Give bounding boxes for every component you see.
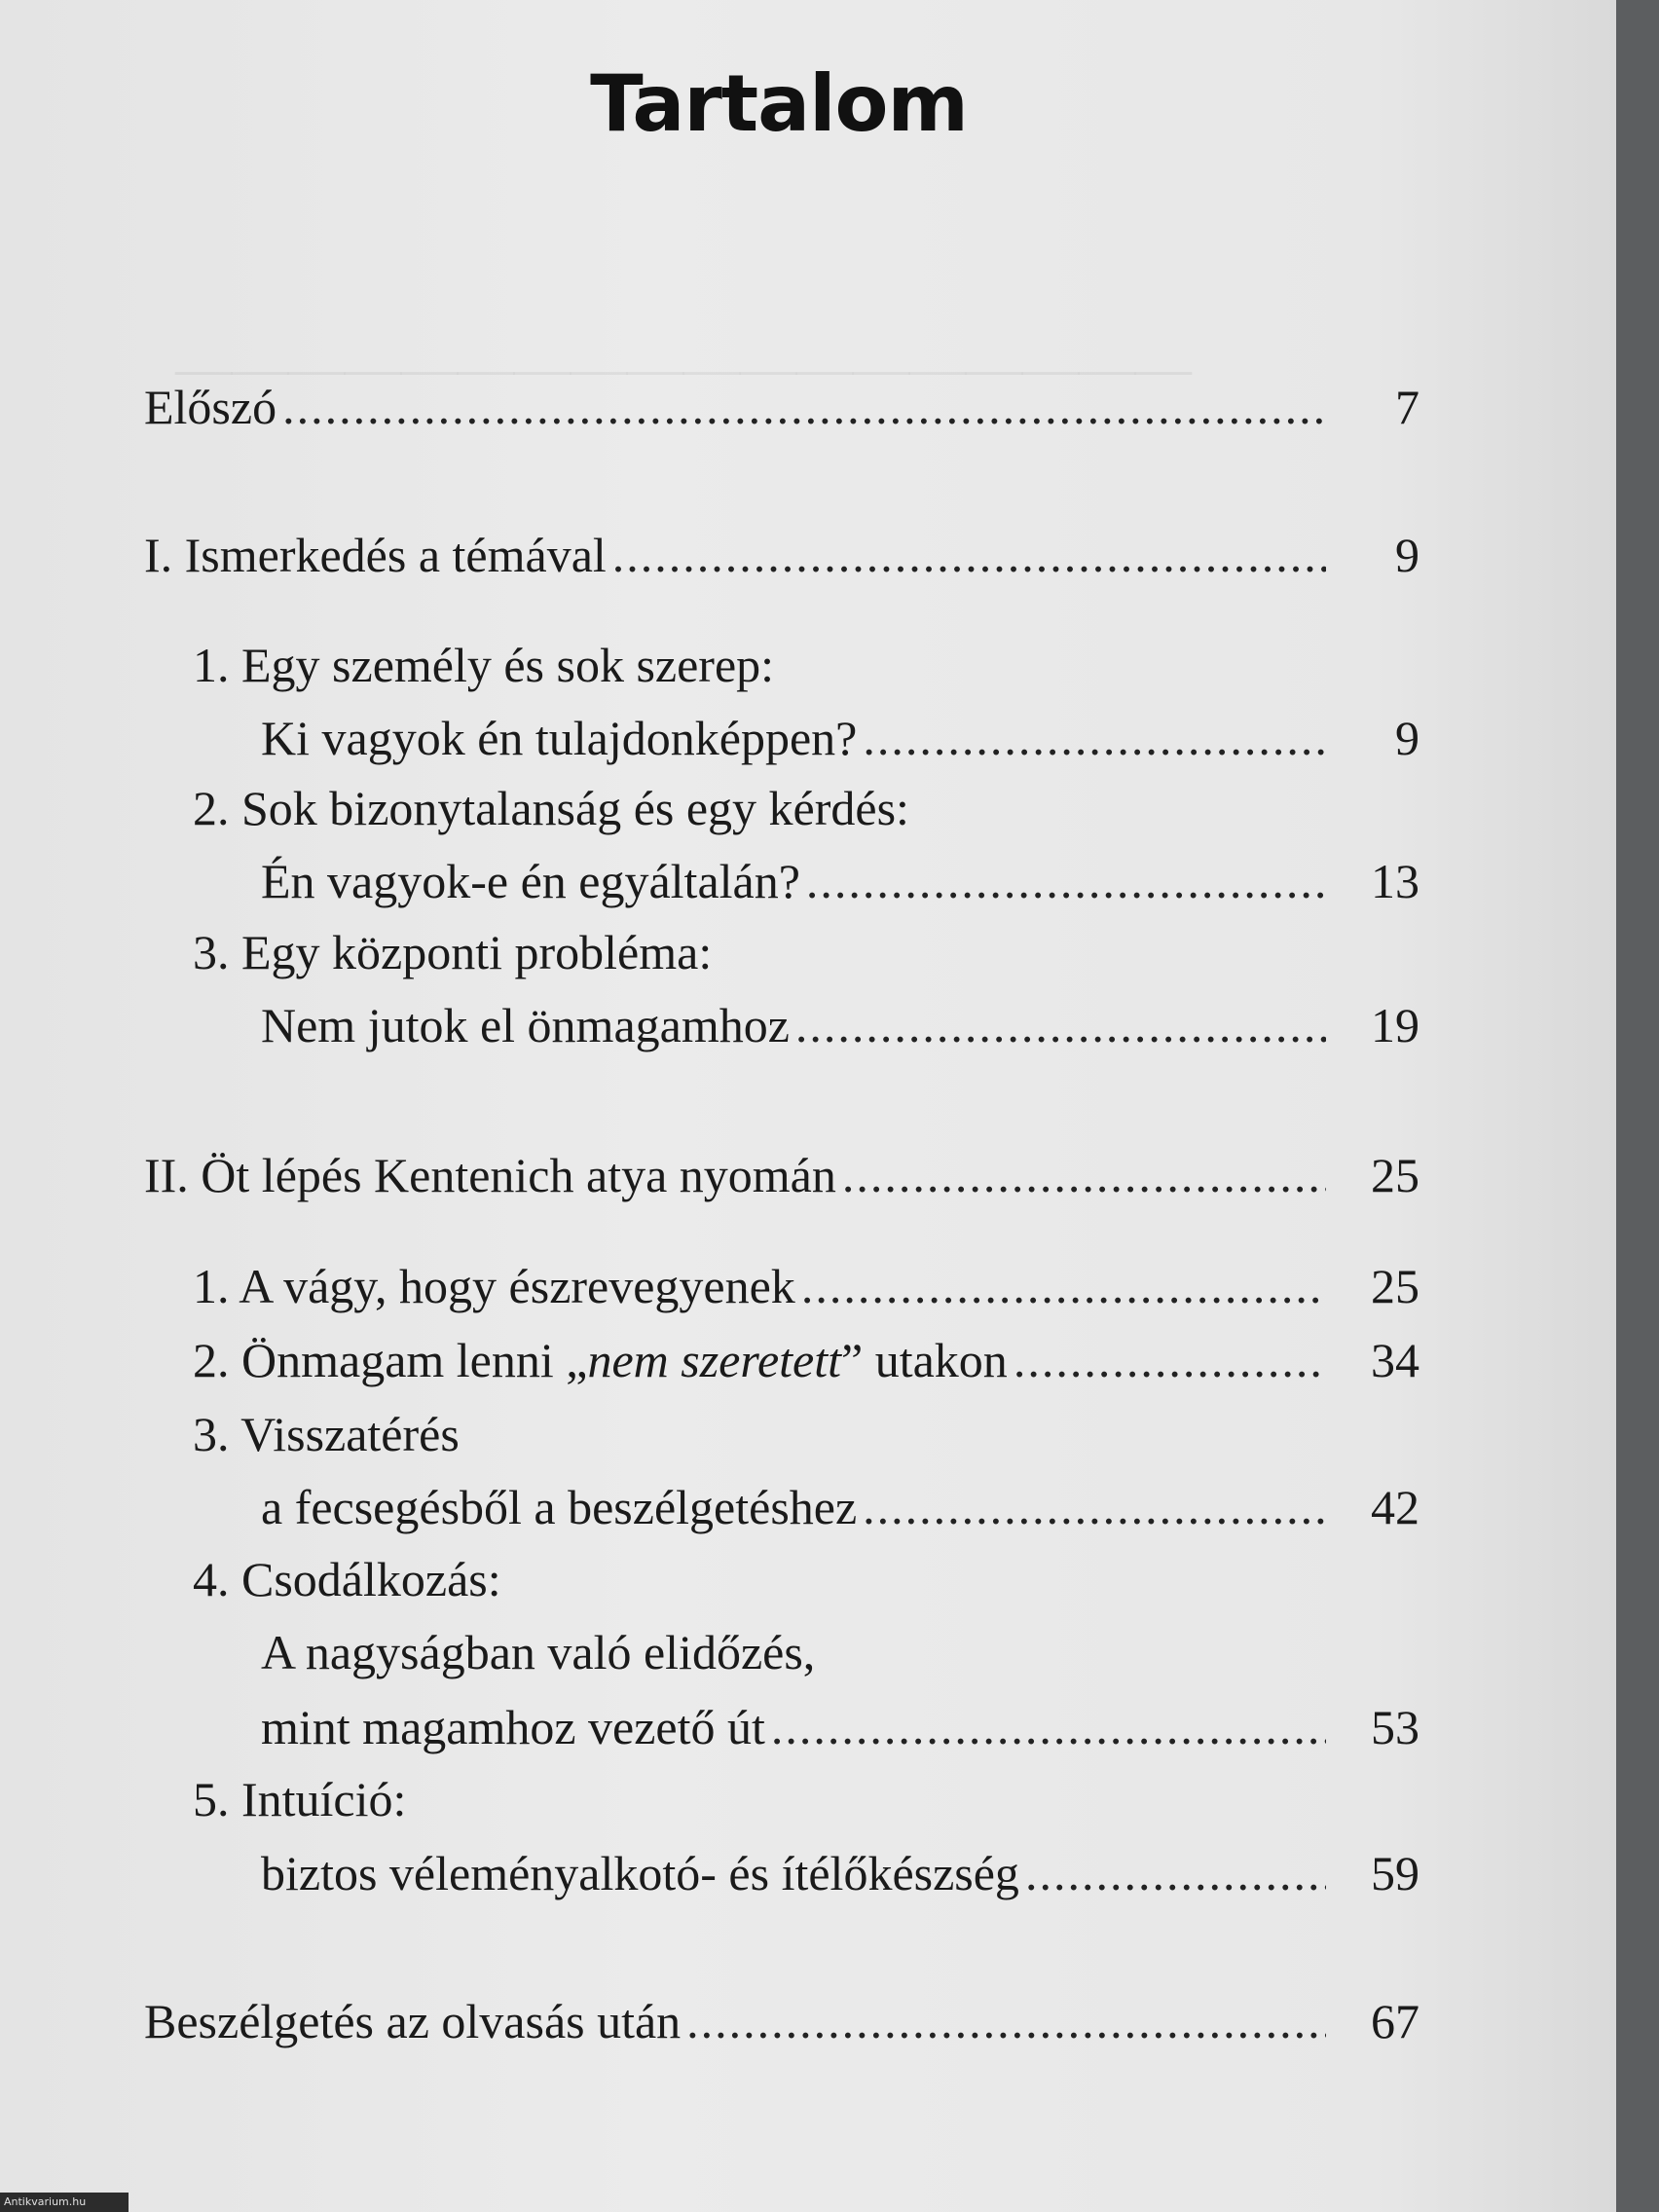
toc-section-2-4 <box>193 1550 1419 1608</box>
toc-leader-dots <box>282 378 1326 436</box>
toc-entry-label: Beszélgetés az olvasás után <box>144 1994 682 2048</box>
toc-section-title: Egy személy és sok szerep: <box>241 638 775 692</box>
toc-leader-dots <box>686 1992 1326 2050</box>
toc-entry-eloszo <box>144 378 1419 436</box>
toc-leader-dots <box>1014 1331 1326 1389</box>
toc-section-2-3-cont <box>261 1478 1419 1536</box>
toc-leader-dots <box>771 1698 1326 1756</box>
toc-leader-dots <box>612 526 1326 584</box>
toc-section-1-2 <box>193 779 1419 837</box>
toc-section-title: Visszatérés <box>240 1407 460 1461</box>
toc-entry-label: Előszó <box>144 380 277 434</box>
toc-section-1-1 <box>193 636 1419 694</box>
toc-section-title: Egy központi probléma: <box>241 925 713 979</box>
toc-page-number: 7 <box>1395 380 1419 434</box>
toc-leader-dots <box>806 852 1326 910</box>
toc-section-2-3 <box>193 1405 1419 1463</box>
toc-section-number: 2. <box>193 1333 230 1387</box>
toc-section-number: 5. <box>193 1772 230 1826</box>
toc-section-number: 4. <box>193 1552 230 1606</box>
toc-section-subtitle: Ki vagyok én tulajdonképpen? <box>261 711 858 765</box>
toc-section-2-4-cont <box>261 1698 1419 1756</box>
toc-leader-dots <box>863 709 1326 767</box>
toc-section-2-1 <box>193 1257 1419 1315</box>
toc-leader-dots <box>1025 1844 1326 1902</box>
page-title: Tartalom <box>590 58 968 149</box>
toc-section-1-3 <box>193 923 1419 981</box>
toc-section-title-post: ” utakon <box>841 1333 1008 1387</box>
toc-section-2-4-line2 <box>261 1623 1419 1681</box>
toc-section-number: 3. <box>193 1407 230 1461</box>
toc-section-1-3-cont <box>261 996 1419 1054</box>
toc-page-number: 13 <box>1371 854 1419 908</box>
toc-section-number: 2. <box>193 781 230 835</box>
toc-page-number: 19 <box>1371 998 1419 1052</box>
toc-section-number: 1. <box>193 1259 230 1313</box>
toc-page-number: 53 <box>1371 1700 1419 1754</box>
bleed-through-text: —————————————————— <box>175 336 1192 399</box>
toc-section-title-italic: nem szeretett <box>587 1333 842 1387</box>
toc-entry-label: I. Ismerkedés a témával <box>144 528 607 582</box>
toc-page-number: 67 <box>1371 1994 1419 2048</box>
toc-section-title: Sok bizonytalanság és egy kérdés: <box>241 781 909 835</box>
toc-section-title-pre: Önmagam lenni „ <box>241 1333 588 1387</box>
toc-page-number: 9 <box>1395 711 1419 765</box>
toc-chapter-2 <box>144 1146 1419 1204</box>
toc-section-subtitle: A nagyságban való elidőzés, <box>261 1625 816 1679</box>
toc-section-2-2 <box>193 1331 1419 1389</box>
watermark-badge: Antikvarium.hu <box>0 2193 129 2212</box>
toc-section-title: Intuíció: <box>241 1772 407 1826</box>
toc-section-subtitle: biztos véleményalkotó- és ítélőkészség <box>261 1846 1019 1900</box>
toc-section-subtitle: a fecsegésből a beszélgetéshez <box>261 1480 858 1534</box>
toc-leader-dots <box>795 996 1326 1054</box>
toc-entry-afterword <box>144 1992 1419 2050</box>
toc-section-number: 1. <box>193 638 230 692</box>
toc-leader-dots <box>801 1257 1326 1315</box>
toc-section-title: A vágy, hogy észrevegyenek <box>239 1259 795 1313</box>
toc-section-subtitle: Én vagyok-e én egyáltalán? <box>261 854 800 908</box>
toc-page-number: 59 <box>1371 1846 1419 1900</box>
toc-section-2-5 <box>193 1770 1419 1828</box>
toc-section-title: Csodálkozás: <box>241 1552 501 1606</box>
toc-page-number: 25 <box>1371 1259 1419 1313</box>
toc-section-number: 3. <box>193 925 230 979</box>
toc-section-subtitle: Nem jutok el önmagamhoz <box>261 998 790 1052</box>
toc-section-subtitle: mint magamhoz vezető út <box>261 1700 765 1754</box>
toc-page-number: 9 <box>1395 528 1419 582</box>
toc-chapter-1 <box>144 526 1419 584</box>
toc-page-number: 42 <box>1371 1480 1419 1534</box>
toc-leader-dots <box>842 1146 1326 1204</box>
toc-page-number: 25 <box>1371 1148 1419 1202</box>
toc-leader-dots <box>863 1478 1326 1536</box>
toc-entry-label: II. Öt lépés Kentenich atya nyomán <box>144 1148 836 1202</box>
toc-section-1-2-cont <box>261 852 1419 910</box>
toc-page-number: 34 <box>1371 1333 1419 1387</box>
toc-section-1-1-cont <box>261 709 1419 767</box>
toc-section-2-5-cont <box>261 1844 1419 1902</box>
